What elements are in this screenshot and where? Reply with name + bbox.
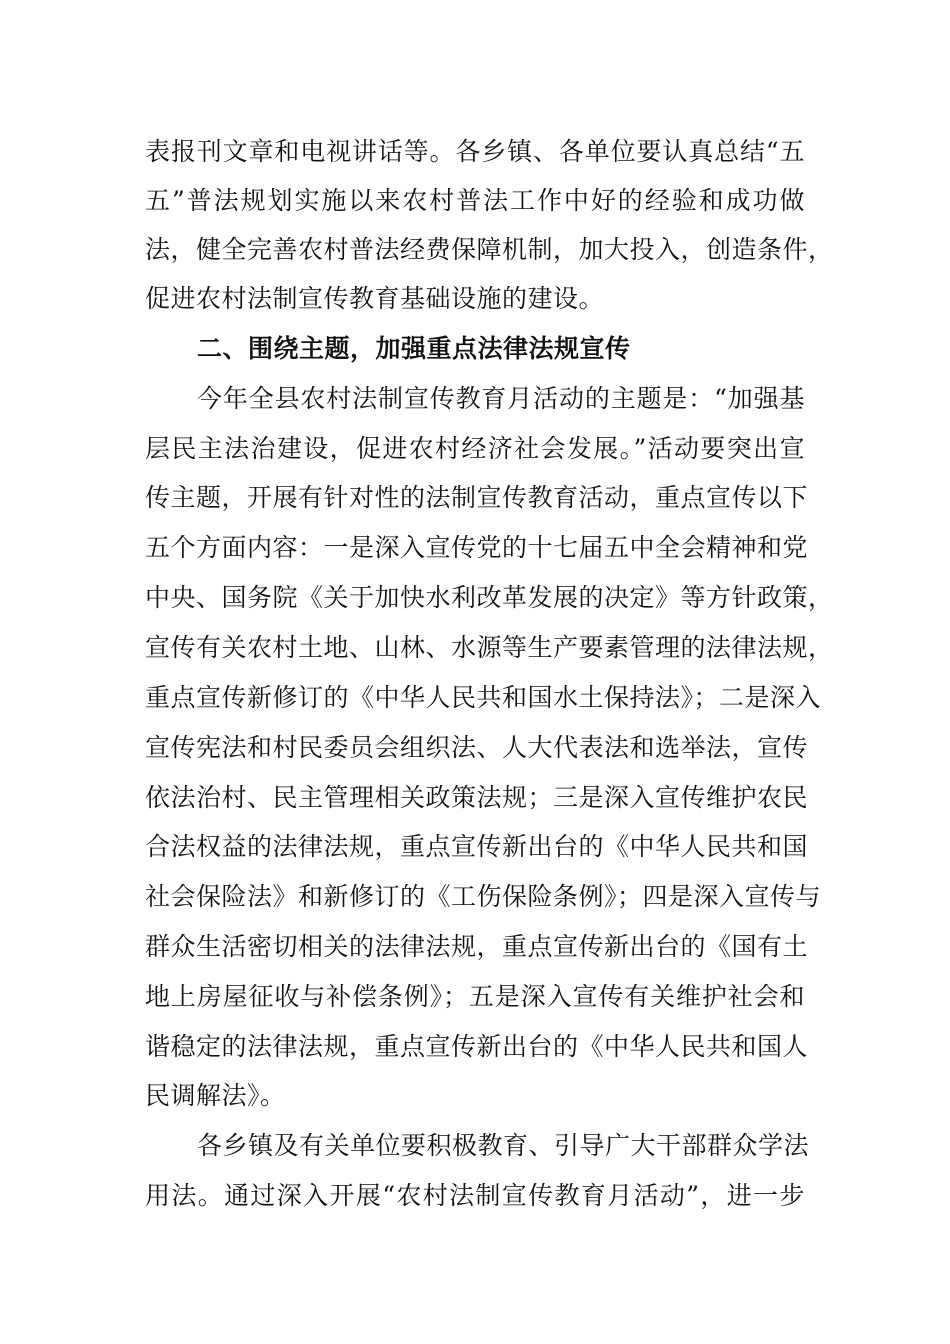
body-line-15: 民调解法》。 — [145, 1081, 286, 1110]
body-line-3: 传主题，开展有针对性的法制宣传教育活动，重点宣传以下 — [145, 483, 809, 512]
body-line-6: 宣传有关农村土地、山林、水源等生产要素管理的法律法规， — [145, 633, 834, 662]
closing-line-1: 各乡镇及有关单位要积极教育、引导广大干部群众学法 — [197, 1131, 810, 1160]
body-line-9: 依法治村、民主管理相关政策法规；三是深入宣传维护农民 — [145, 783, 809, 812]
body-line-10: 合法权益的法律法规，重点宣传新出台的《中华人民共和国 — [145, 832, 809, 861]
body-line-1: 今年全县农村法制宣传教育月活动的主题是：“加强基 — [197, 384, 805, 413]
intro-line-3: 法，健全完善农村普法经费保障机制，加大投入，创造条件， — [145, 235, 834, 264]
closing-line-2: 用法。通过深入开展“农村法制宣传教育月活动”，进一步 — [145, 1181, 805, 1210]
body-line-13: 地上房屋征收与补偿条例》；五是深入宣传有关维护社会和 — [145, 982, 805, 1011]
body-line-2: 层民主法治建设，促进农村经济社会发展。”活动要突出宣 — [145, 434, 805, 463]
intro-line-4: 促进农村法制宣传教育基础设施的建设。 — [145, 284, 605, 313]
section-heading: 二、围绕主题，加强重点法律法规宣传 — [197, 334, 631, 363]
body-line-5: 中央、国务院《关于加快水利改革发展的决定》等方针政策， — [145, 583, 834, 612]
intro-line-2: 五”普法规划实施以来农村普法工作中好的经验和成功做 — [145, 186, 805, 215]
intro-line-1: 表报刊文章和电视讲话等。各乡镇、各单位要认真总结“五 — [145, 137, 805, 166]
body-line-11: 社会保险法》和新修订的《工伤保险条例》；四是深入宣传与 — [145, 882, 822, 911]
body-line-12: 群众生活密切相关的法律法规，重点宣传新出台的《国有土 — [145, 932, 809, 961]
body-line-8: 宣传宪法和村民委员会组织法、人大代表法和选举法，宣传 — [145, 733, 809, 762]
body-line-4: 五个方面内容：一是深入宣传党的十七届五中全会精神和党 — [145, 533, 809, 562]
body-line-7: 重点宣传新修订的《中华人民共和国水土保持法》；二是深入 — [145, 683, 822, 712]
body-line-14: 谐稳定的法律法规，重点宣传新出台的《中华人民共和国人 — [145, 1032, 809, 1061]
